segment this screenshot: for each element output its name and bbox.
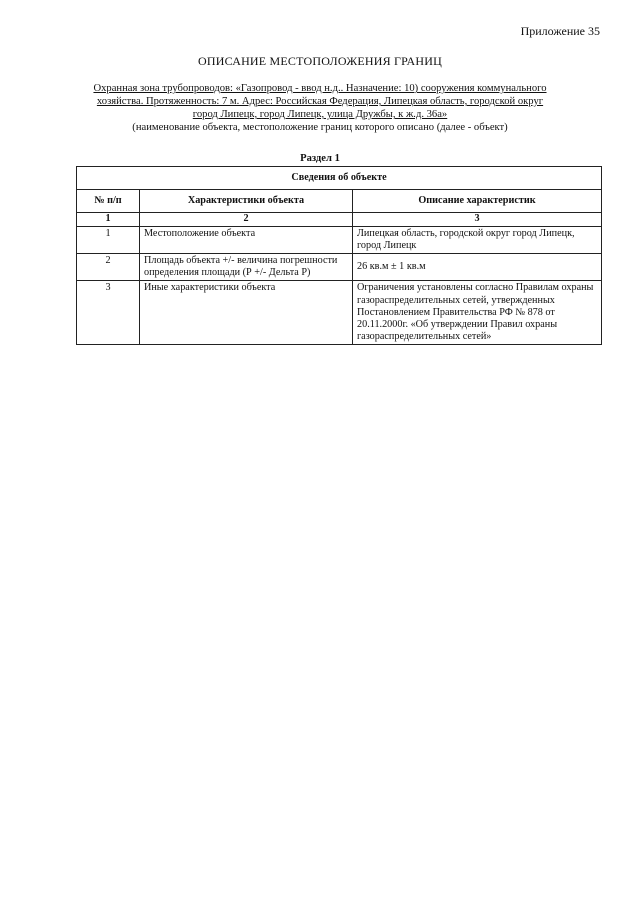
- table-caption: Сведения об объекте: [77, 167, 602, 190]
- object-caption: (наименование объекта, местоположение границ которого описано (далее - объект): [132, 122, 508, 133]
- row-number: 3: [77, 281, 140, 345]
- column-number-1: 1: [77, 213, 140, 226]
- column-numbering-row: [77, 213, 602, 226]
- row-description: Липецкая область, городской округ город Липецк, город Липецк: [353, 226, 602, 253]
- table-row: [77, 281, 602, 345]
- object-line-2: хозяйства. Протяженность: 7 м. Адрес: Российская Федерация, Липецкая область, городской округ: [96, 96, 544, 107]
- header-number: № п/п: [77, 190, 140, 213]
- object-line-3: город Липецк, город Липецк, улица Дружбы, к ж.д. 36а»: [192, 109, 448, 120]
- column-number-3: 3: [353, 213, 602, 226]
- row-description: Ограничения установлены согласно Правилам охраны газораспределительных сетей, утвержденных Постановлением Правительства РФ № 878 от 20.11.2000г. «Об утверждении Правил охраны газораспределительных сетей»: [353, 281, 602, 345]
- row-number: 2: [77, 254, 140, 281]
- object-info-table: [76, 166, 602, 345]
- row-characteristic: Местоположение объекта: [140, 226, 353, 253]
- row-characteristic: Иные характеристики объекта: [140, 281, 353, 345]
- table-row: [77, 254, 602, 281]
- header-description: Описание характеристик: [353, 190, 602, 213]
- header-characteristic: Характеристики объекта: [140, 190, 353, 213]
- column-number-2: 2: [140, 213, 353, 226]
- appendix-label: Приложение 35: [520, 24, 600, 38]
- table-row: [77, 226, 602, 253]
- object-line-1: Охранная зона трубопроводов: «Газопровод - ввод н.д.. Назначение: 10) сооружения коммунального: [93, 83, 547, 94]
- row-number: 1: [77, 226, 140, 253]
- section-title: Раздел 1: [300, 153, 340, 164]
- document-title: ОПИСАНИЕ МЕСТОПОЛОЖЕНИЯ ГРАНИЦ: [198, 54, 442, 68]
- row-characteristic: Площадь объекта +/- величина погрешности определения площади (Р +/- Дельта Р): [140, 254, 353, 281]
- object-description: [76, 82, 564, 134]
- row-description: 26 кв.м ± 1 кв.м: [353, 254, 602, 281]
